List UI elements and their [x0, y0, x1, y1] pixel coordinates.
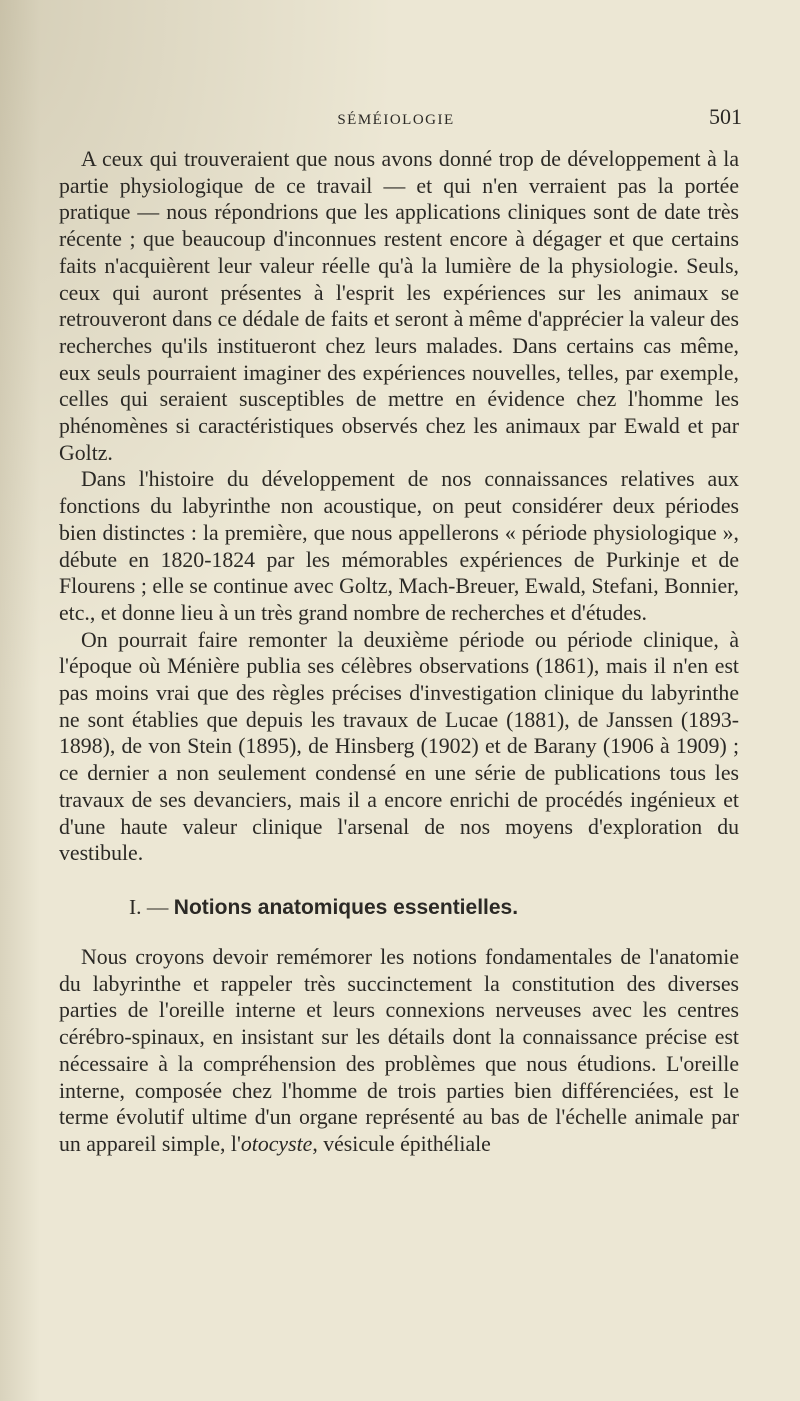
section-number: I. —: [129, 894, 169, 919]
section-title: Notions anatomiques essentielles.: [173, 895, 519, 919]
paragraph-anatomy-intro: [59, 944, 739, 1158]
anatomy-text-part-1: Nous croyons devoir remémorer les notions fondamentales de l'anatomie du labyrinthe et rappeler très succinctement la constitution des diverses parties de l'oreille interne et leurs connexions nerveuses avec les centres cérébro-spinaux, en insistant sur les détails dont la connaissance précise est nécessaire à la compréhension des problèmes que nous étudions. L'oreille interne, composée chez l'homme de trois parties bien différenciées, est le terme évolutif ultime d'un organe représenté au bas de l'échelle animale par un appareil simple, l': [59, 944, 739, 1156]
paragraph-clinical-period: On pourrait faire remonter la deuxième période ou période clinique, à l'époque où Ménière publia ses célèbres observations (1861), mais il n'en est pas moins vrai que des règles précises d'investigation clinique du labyrinthe ne sont établies que depuis les travaux de Lucae (1881), de Janssen (1893-1898), de von Stein (1895), de Hinsberg (1902) et de Barany (1906 à 1909) ; ce dernier a non seulement condensé en une série de publications tous les travaux de ses devanciers, mais il a encore enrichi de procédés ingénieux et d'une haute valeur clinique l'arsenal de nos moyens d'exploration du vestibule.: [59, 627, 739, 866]
section-heading: [59, 893, 739, 922]
anatomy-term-otocyste: otocyste: [240, 1131, 313, 1156]
anatomy-text-part-2: , vésicule épithéliale: [312, 1131, 491, 1156]
body-text: [59, 146, 739, 1158]
running-head: [50, 104, 742, 134]
paragraph-physiology-defense: A ceux qui trouveraient que nous avons donné trop de développement à la partie physiologique de ce travail — et qui n'en verraient pas la portée pratique — nous répondrions que les applications cliniques sont de date très récente ; que beaucoup d'inconnues restent encore à dégager et que certains faits n'acquièrent leur valeur réelle qu'à la lumière de la physiologie. Seuls, ceux qui auront présentes à l'esprit les expériences sur les animaux se retrouveront dans ce dédale de faits et seront à même d'apprécier la valeur des recherches qu'ils institueront chez leurs malades. Dans certains cas même, eux seuls pourraient imaginer des expériences nouvelles, telles, par exemple, celles qui seraient susceptibles de mettre en évidence chez l'homme les phénomènes si caractéristiques observés chez les animaux par Ewald et par Goltz.: [59, 147, 739, 465]
paragraph-history-periods: Dans l'histoire du développement de nos connaissances relatives aux fonctions du labyrinthe non acoustique, on peut considérer deux périodes bien distinctes : la première, que nous appellerons « période physiologique », débute en 1820-1824 par les mémorables expériences de Purkinje et de Flourens ; elle se continue avec Goltz, Mach-Breuer, Ewald, Stefani, Bonnier, etc., et donne lieu à un très grand nombre de recherches et d'études.: [59, 467, 739, 625]
page-number: 501: [709, 104, 742, 129]
running-title: SÉMÉIOLOGIE: [337, 112, 455, 128]
